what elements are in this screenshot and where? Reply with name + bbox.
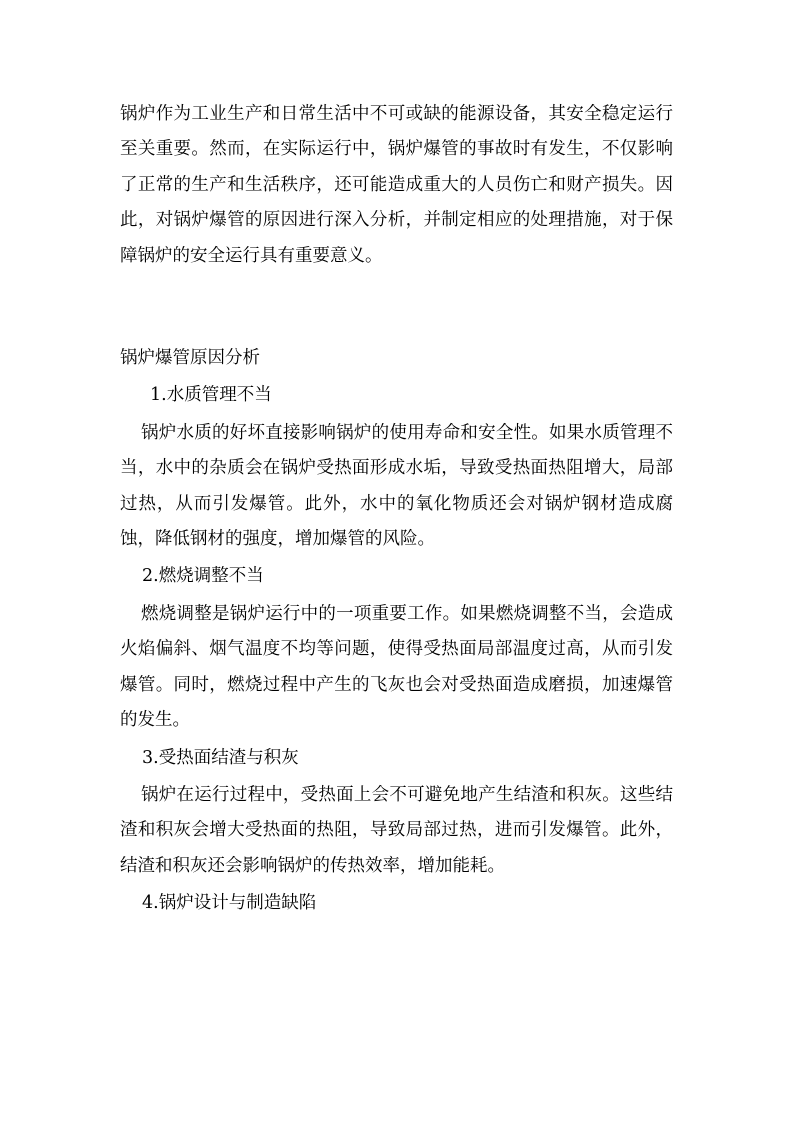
section-title: 锅炉爆管原因分析	[120, 348, 260, 369]
subsection-heading-4: 4.锅炉设计与制造缺陷	[142, 893, 317, 914]
subsection-body-3: 锅炉在运行过程中，受热面上会不可避免地产生结渣和积灰。这些结渣和积灰会增大受热面的热阻，导致局部过热，进而引发爆管。此外，结渣和积灰还会影响锅炉的传热效率，增加能耗。	[120, 784, 673, 876]
subsection-heading-2: 2.燃烧调整不当	[142, 566, 264, 587]
subsection-body-1: 锅炉水质的好坏直接影响锅炉的使用寿命和安全性。如果水质管理不当，水中的杂质会在锅炉受热面形成水垢，导致受热面热阻增大，局部过热，从而引发爆管。此外，水中的氧化物质还会对锅炉钢材造成腐蚀，降低钢材的强度，增加爆管的风险。	[120, 422, 673, 550]
subsection-heading-1: 1.水质管理不当	[150, 385, 272, 406]
subsection-body-2: 燃烧调整是锅炉运行中的一项重要工作。如果燃烧调整不当，会造成火焰偏斜、烟气温度不均等问题，使得受热面局部温度过高，从而引发爆管。同时，燃烧过程中产生的飞灰也会对受热面造成磨损，加速爆管的发生。	[120, 603, 673, 731]
intro-paragraph: 锅炉作为工业生产和日常生活中不可或缺的能源设备，其安全稳定运行至关重要。然而，在实际运行中，锅炉爆管的事故时有发生，不仅影响了正常的生产和生活秩序，还可能造成重大的人员伤亡和财产损失。因此，对锅炉爆管的原因进行深入分析，并制定相应的处理措施，对于保障锅炉的安全运行具有重要意义。	[120, 104, 673, 266]
section-spacer	[120, 274, 673, 332]
document-content	[120, 97, 673, 924]
subsection-heading-3: 3.受热面结渣与积灰	[142, 747, 299, 768]
